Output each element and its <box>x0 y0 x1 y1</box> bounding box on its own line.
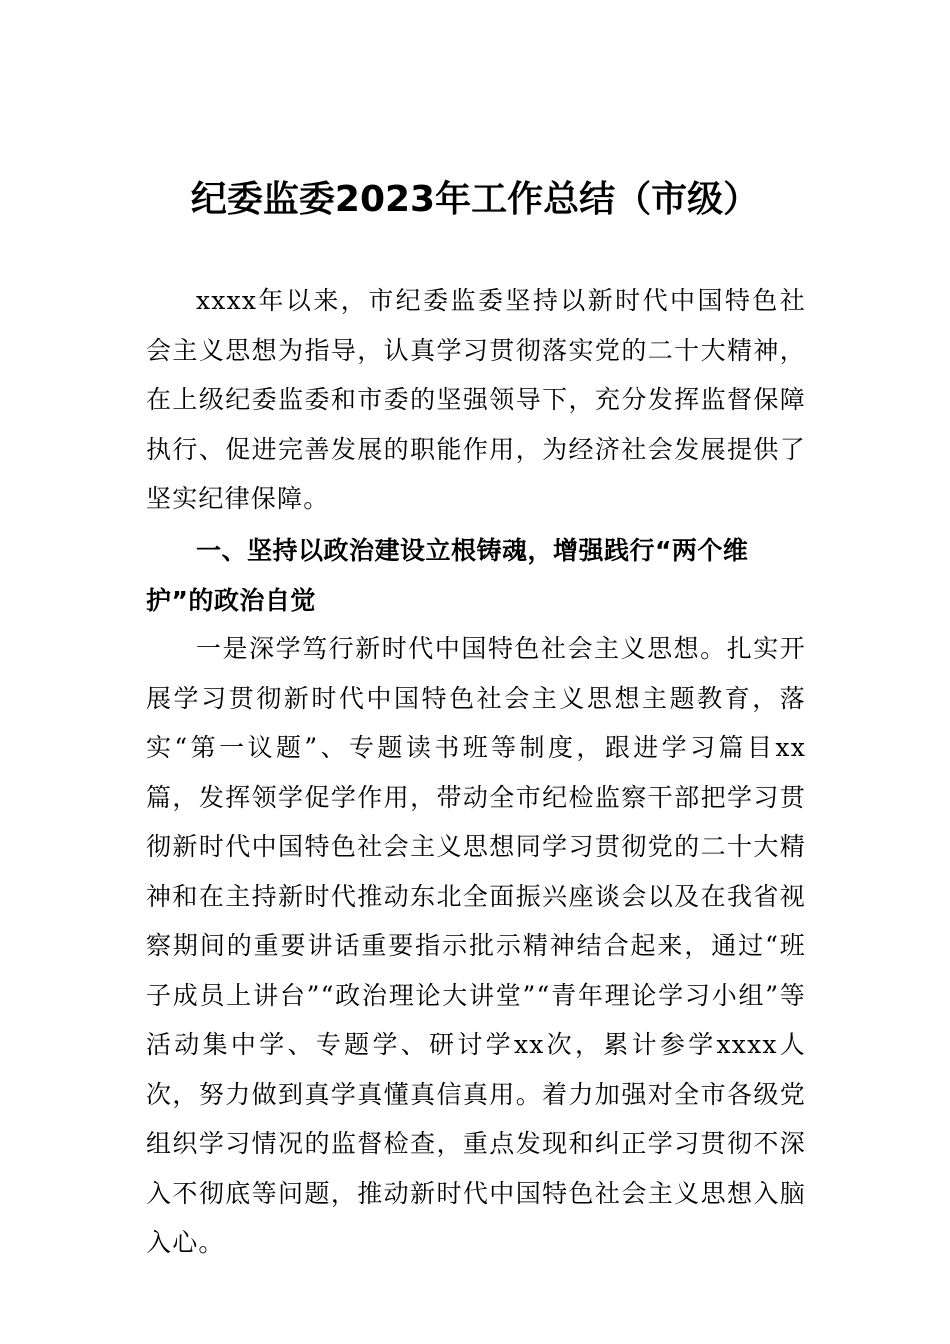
intro-paragraph: xxxx年以来，市纪委监委坚持以新时代中国特色社会主义思想为指导，认真学习贯彻落实党的二十大精神，在上级纪委监委和市委的坚强领导下，充分发挥监督保障执行、促进完善发展的职能作用，为经济社会发展提供了坚实纪律保障。 <box>146 286 806 513</box>
section-heading-1: 一、坚持以政治建设立根铸魂，增强践行“两个维护”的政治自觉 <box>146 536 749 615</box>
section-1-paragraph-1: 一是深学笃行新时代中国特色社会主义思想。扎实开展学习贯彻新时代中国特色社会主义思想主题教育，落实“第一议题”、专题读书班等制度，跟进学习篇目xx篇，发挥领学促学作用，带动全市纪检监察干部把学习贯彻新时代中国特色社会主义思想同学习贯彻党的二十大精神和在主持新时代推动东北全面振兴座谈会以及在我省视察期间的重要讲话重要指示批示精神结合起来，通过“班子成员上讲台”“政治理论大讲堂”“青年理论学习小组”等活动集中学、专题学、研讨学xx次，累计参学xxxx人次，努力做到真学真懂真信真用。着力加强对全市各级党组织学习情况的监督检查，重点发现和纠正学习贯彻不深入不彻底等问题，推动新时代中国特色社会主义思想入脑入心。 <box>146 634 806 1257</box>
document-title: 纪委监委2023年工作总结（市级） <box>190 179 760 220</box>
